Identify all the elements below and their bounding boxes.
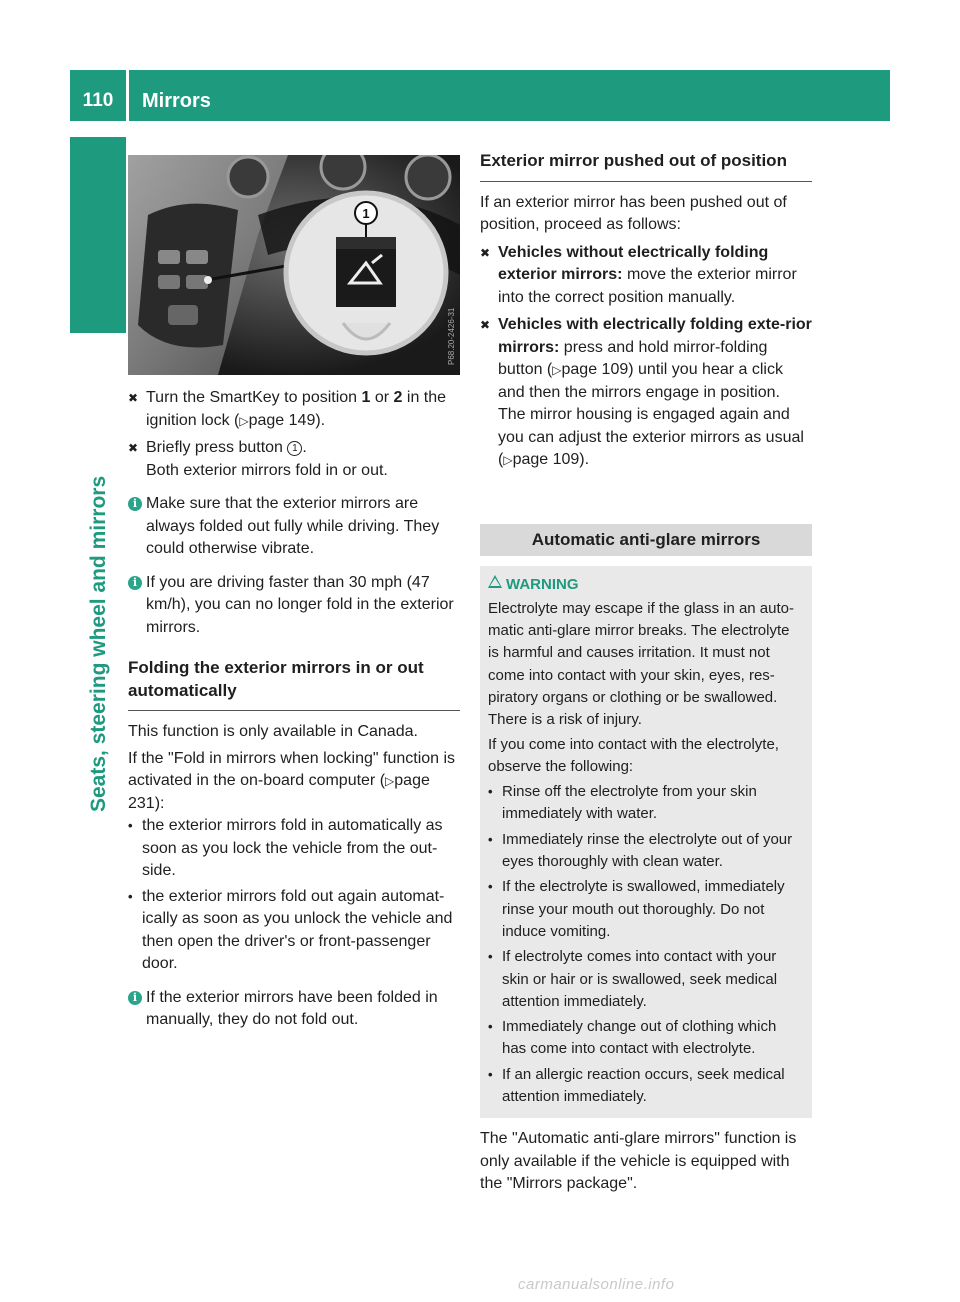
info-icon: i xyxy=(128,576,142,590)
page-link[interactable]: page 109 xyxy=(561,361,629,378)
step-result: Both exterior mirrors fold in or out. xyxy=(146,461,388,479)
page-ref-arrow-icon: ▷ xyxy=(503,453,513,467)
warning-text: Electrolyte may escape if the glass in an auto-matic anti-glare mirror breaks. The electrolyte is harmful and causes irritation. It must not come into contact with your skin, eyes, res-piratory organs or clothing or be swallowed. There is a risk of injury. xyxy=(488,599,794,729)
header-divider xyxy=(126,70,129,121)
paragraph: If an exterior mirror has been pushed out of position, proceed as follows: xyxy=(480,193,787,233)
warning-text: If you come into contact with the electrolyte, observe the following: xyxy=(488,735,779,775)
info-note: i If you are driving faster than 30 mph (47 km/h), you can no longer fold in the exterior mirrors. xyxy=(128,572,460,640)
arrow-right-icon: ✖ xyxy=(480,318,491,332)
info-note: i Make sure that the exterior mirrors are always folded out fully while driving. They could otherwise vibrate. xyxy=(128,493,460,561)
info-icon: i xyxy=(128,497,142,511)
bullet-icon: • xyxy=(128,888,133,904)
side-tab-label: Seats, steering wheel and mirrors xyxy=(87,475,110,812)
instruction-step: ✖ Vehicles with electrically folding exte-rior mirrors: press and hold mirror-folding button (▷page 109) until you hear a click and then the mirrors engage in position. The mirror housing is engaged again and you can adjust the exterior mirrors as usual (▷page 109). xyxy=(480,314,812,472)
arrow-right-icon: ✖ xyxy=(128,391,139,405)
section-heading: Exterior mirror pushed out of position xyxy=(480,150,812,182)
mirror-fold-button-photo xyxy=(128,155,460,375)
bullet-icon: • xyxy=(488,879,493,895)
page-link[interactable]: page 109 xyxy=(512,451,580,468)
bullet-icon: • xyxy=(488,1066,493,1082)
footer-watermark: carmanualsonline.info xyxy=(518,1276,675,1293)
page-number: 110 xyxy=(82,90,114,111)
list-item: • Rinse off the electrolyte from your skin immediately with water. xyxy=(488,783,757,823)
bullet-icon: • xyxy=(488,1019,493,1035)
section-heading: Folding the exterior mirrors in or out automatically xyxy=(128,657,460,711)
arrow-right-icon: ✖ xyxy=(128,441,139,455)
list-item: • Immediately change out of clothing which has come into contact with electrolyte. xyxy=(488,1018,777,1058)
instruction-step: ✖ Briefly press button 1 . Both exterior mirrors fold in or out. xyxy=(128,439,388,479)
list-item: • If electrolyte comes into contact with your skin or hair or is swallowed, seek medical attention immediately. xyxy=(488,948,778,1010)
paragraph: This function is only available in Canada. xyxy=(128,723,418,740)
warning-triangle-icon xyxy=(488,575,502,588)
callout-number: 1 xyxy=(362,206,370,221)
info-icon: i xyxy=(128,991,142,1005)
section-band-title: Automatic anti-glare mirrors xyxy=(480,524,812,556)
list-item: • If the electrolyte is swallowed, immediately rinse your mouth out thoroughly. Do not induce vomiting. xyxy=(488,878,785,940)
side-tab-block xyxy=(70,137,126,333)
info-note: i If the exterior mirrors have been folded in manually, they do not fold out. xyxy=(128,987,460,1032)
paragraph: The "Automatic anti-glare mirrors" function is only available if the vehicle is equipped with the "Mirrors package". xyxy=(480,1130,797,1193)
page-link[interactable]: page 149 xyxy=(248,411,316,429)
instruction-step: ✖ Vehicles without electrically folding exterior mirrors: move the exterior mirror into the correct position manually. xyxy=(480,243,797,306)
instruction-step: ✖ Turn the SmartKey to position 1 or 2 in the ignition lock (▷page 149). xyxy=(128,387,460,432)
image-code: P68.20-2426-31 xyxy=(447,307,456,365)
page-ref-arrow-icon: ▷ xyxy=(552,363,562,377)
left-column xyxy=(128,155,460,1032)
list-item: • the exterior mirrors fold out again automat-ically as soon as you unlock the vehicle and then open the driver's or front-passenger door. xyxy=(128,887,453,972)
list-item: • the exterior mirrors fold in automatically as soon as you lock the vehicle from the out-side. xyxy=(128,817,443,879)
bullet-icon: • xyxy=(128,818,133,833)
arrow-right-icon: ✖ xyxy=(480,245,491,260)
page-ref-arrow-icon: ▷ xyxy=(239,413,249,428)
chapter-title: Mirrors xyxy=(142,90,211,112)
right-column xyxy=(480,150,812,1196)
bullet-icon: • xyxy=(488,949,493,965)
page-ref-arrow-icon: ▷ xyxy=(385,774,395,788)
warning-box xyxy=(480,566,812,1119)
button-number-icon: 1 xyxy=(287,441,302,456)
warning-heading: WARNING xyxy=(488,574,804,596)
paragraph: If the "Fold in mirrors when locking" function is activated in the on-board computer (▷page 231): xyxy=(128,749,456,812)
bullet-icon: • xyxy=(488,831,493,847)
bullet-icon: • xyxy=(488,784,493,800)
page-link[interactable]: page 231 xyxy=(128,772,430,812)
list-item: • If an allergic reaction occurs, seek medical attention immediately. xyxy=(488,1065,785,1106)
list-item: • Immediately rinse the electrolyte out of your eyes thoroughly with clean water. xyxy=(488,830,793,871)
